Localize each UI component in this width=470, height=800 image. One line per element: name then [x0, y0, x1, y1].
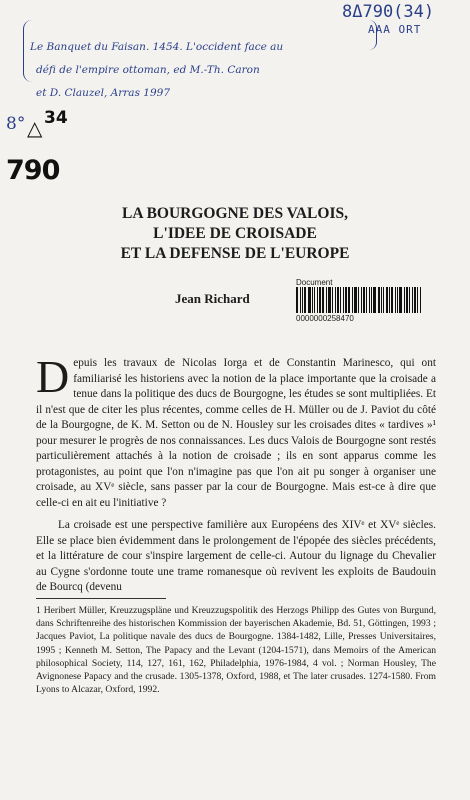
shelfmark: 8Δ790(34)	[342, 2, 435, 22]
barcode-bar	[345, 287, 347, 313]
barcode-bar	[337, 287, 339, 313]
drop-cap: D	[36, 351, 70, 402]
barcode-number: 0000000258470	[296, 314, 354, 323]
barcode-bars	[296, 287, 426, 313]
barcode-bar	[381, 287, 382, 313]
barcode-bar	[348, 287, 350, 313]
body-paragraph-2: La croisade est une perspective familière aux Européens des XIVᵉ et XVᵉ siècles. Elle se place bien évidemment dans le prolongement de l'épopée des siècles précédents, et la littérature de cour s'inspire largement de celle-ci. Autour du lignage du Chevalier au Cygne s'ordonne toute une trame romanesque où revivent les exploits de Baudouin de Bourcq (devenu	[36, 519, 436, 593]
barcode-bar	[300, 287, 301, 313]
margin-number: 34	[44, 108, 68, 128]
barcode-bar	[332, 287, 333, 313]
barcode-bar	[343, 287, 344, 313]
barcode-bar	[322, 287, 324, 313]
footnote-marker: 1	[36, 605, 41, 616]
barcode-bar	[314, 287, 315, 313]
triangle-icon: △	[27, 116, 43, 140]
body-paragraph-1	[36, 351, 436, 511]
barcode-bar	[417, 287, 418, 313]
barcode-label: Document	[296, 278, 333, 287]
author-name: Jean Richard	[175, 291, 250, 306]
barcode-bar	[406, 287, 408, 313]
article-title-line1: LA BOURGOGNE DES VALOIS,	[122, 205, 348, 222]
barcode-bar	[386, 287, 388, 313]
barcode-bar	[352, 287, 353, 313]
barcode-bar	[369, 287, 370, 313]
shelf-code: AAA ORT	[368, 23, 422, 36]
footnote-text: Heribert Müller, Kreuzzugspläne und Kreuzzugspolitik des Herzogs Philipp des Gutes von Burgund, dans Schriftenreihe des historischen Kommission der bayerischen Akademie, Bd. 51, Göttingen, 1993 ; Jacques Paviot, La politique navale des ducs de Bourgogne. 1384-1482, Lille, Presses Universitaires, 1995 ; Kenneth M. Setton, The Papacy and the Levant (1204-1571), dans Memoirs of the American philosophical Society, 114, 127, 161, 162, Philadelphia, 1976-1984, 4 vol. ; Norman Housley, The Avignonese Papacy and the crusade. 1305-1378, Oxford, 1988, et The later crusades. 1274-1580. From Lyons to Alcazar, Oxford, 1992.	[36, 605, 436, 696]
barcode-bar	[371, 287, 372, 313]
barcode-bar	[409, 287, 410, 313]
barcode-bar	[335, 287, 336, 313]
barcode-bar	[317, 287, 318, 313]
handwritten-reference-line3: et D. Clauzel, Arras 1997	[36, 87, 171, 99]
barcode-bar	[326, 287, 327, 313]
footnote	[36, 604, 436, 696]
barcode-bar	[378, 287, 380, 313]
barcode-bar	[373, 287, 376, 313]
annotation-brace	[368, 20, 377, 50]
barcode-bar	[319, 287, 321, 313]
barcode-bar	[308, 287, 311, 313]
paragraph-1-text: epuis les travaux de Nicolas Iorga et de Constantin Marinesco, qui ont familiarisé les historiens avec la notion de la place importante que la croisade a tenue dans la politique des ducs de Bourgogne, les études se sont multipliées. Et il n'est que de citer les plus récentes, comme celles de H. Müller ou de J. Paviot du côté de la Bourgogne, de K. M. Setton ou de N. Housley sur les croisades dites « tardives »¹ pour mesurer le progrès de nos connaissances. Les ducs Valois de Bourgogne sont restés particulièrement attachés à la notion de croisade ; ils en sont apparus comme les protagonistes, au point que l'on n'imagine pas que l'on ait pu songer à organiser une croisade, au XVᵉ siècle, sans passer par la cour de Bourgogne. Mais est-ce à dire que celle-ci en ait eu l'initiative ?	[36, 357, 436, 509]
barcode-bar	[312, 287, 313, 313]
barcode-bar	[395, 287, 396, 313]
margin-mark: 8°	[6, 114, 26, 134]
document-barcode	[296, 278, 426, 323]
barcode-bar	[366, 287, 367, 313]
barcode-bar	[358, 287, 359, 313]
barcode-bar	[397, 287, 398, 313]
barcode-bar	[399, 287, 402, 313]
barcode-bar	[363, 287, 365, 313]
footnote-separator	[36, 598, 166, 599]
barcode-bar	[414, 287, 416, 313]
barcode-bar	[302, 287, 303, 313]
barcode-bar	[389, 287, 390, 313]
barcode-bar	[354, 287, 357, 313]
barcode-bar	[420, 287, 421, 313]
barcode-bar	[361, 287, 362, 313]
barcode-bar	[304, 287, 306, 313]
barcode-bar	[391, 287, 393, 313]
barcode-bar	[383, 287, 384, 313]
stamp-number: 790	[6, 155, 60, 186]
barcode-bar	[340, 287, 341, 313]
barcode-bar	[328, 287, 331, 313]
barcode-bar	[296, 287, 298, 313]
handwritten-reference-line2: défi de l'empire ottoman, ed M.-Th. Caron	[36, 64, 260, 76]
handwritten-reference-line1: Le Banquet du Faisan. 1454. L'occident face au	[30, 41, 284, 53]
article-title-line2: L'IDEE DE CROISADE	[153, 225, 317, 242]
barcode-bar	[404, 287, 405, 313]
article-title-line3: ET LA DEFENSE DE L'EUROPE	[120, 245, 350, 262]
barcode-bar	[412, 287, 413, 313]
